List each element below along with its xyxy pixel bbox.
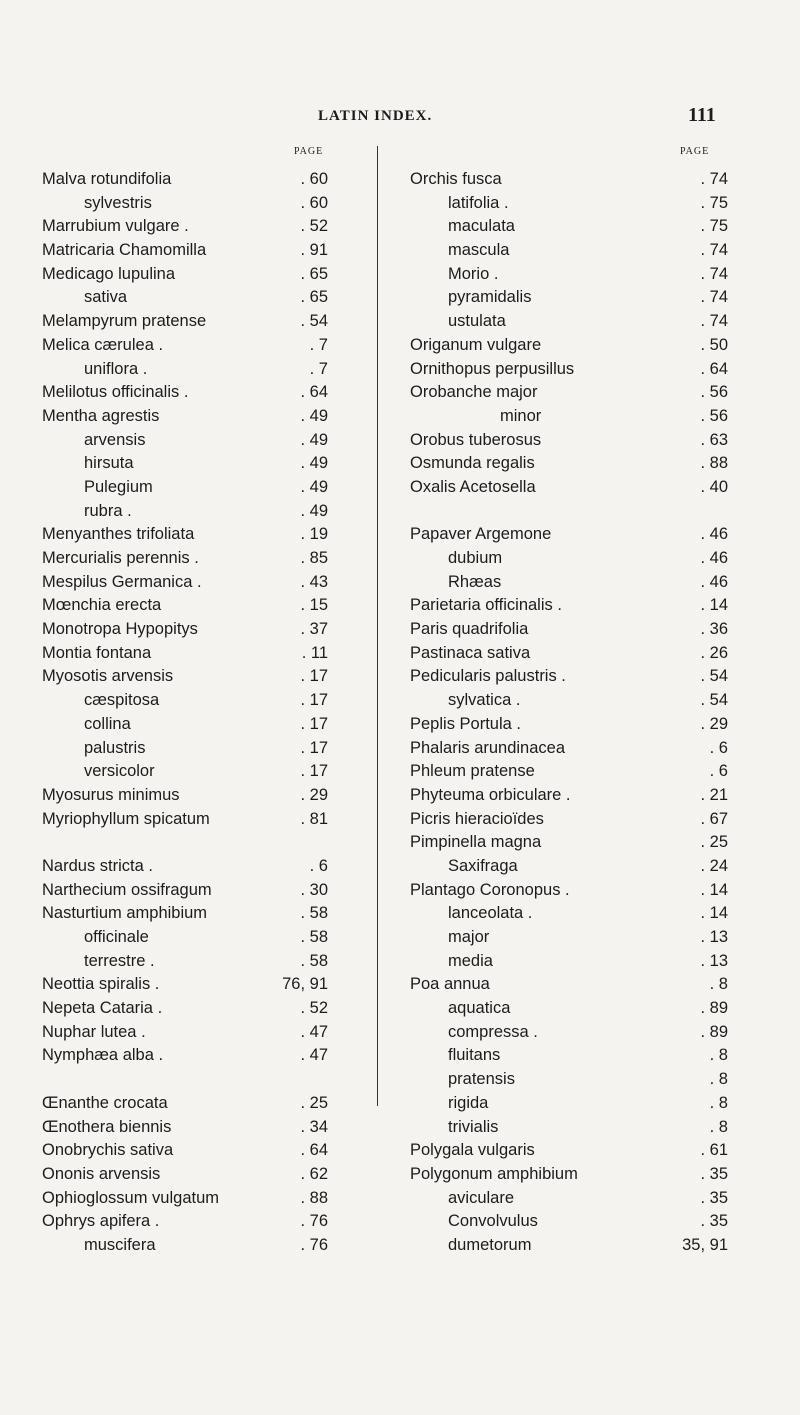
- index-entry: [410, 713, 740, 737]
- index-entry: [410, 1092, 740, 1116]
- index-entry: [410, 831, 740, 855]
- entry-page: . 14: [700, 904, 728, 923]
- entry-page: . 62: [300, 1164, 328, 1183]
- index-entry: [410, 1068, 740, 1092]
- running-title: LATIN INDEX.: [318, 108, 433, 124]
- entry-page: . 30: [300, 880, 328, 899]
- entry-page: . 56: [700, 383, 728, 402]
- index-entry: [42, 192, 372, 216]
- entry-page: . 35: [700, 1212, 728, 1231]
- entry-name: aviculare: [448, 1188, 515, 1207]
- entry-page: . 13: [700, 928, 728, 946]
- index-entry: [42, 1139, 372, 1163]
- entry-name: fluitans: [448, 1046, 501, 1065]
- entry-name: Phyteuma orbiculare .: [410, 785, 571, 804]
- index-entry: [410, 286, 740, 310]
- index-entry: [410, 381, 740, 405]
- entry-page: . 60: [300, 170, 328, 188]
- index-entry: [42, 1021, 372, 1045]
- entry-name: collina: [84, 714, 131, 733]
- entry-page: . 74: [700, 241, 728, 260]
- entry-page: . 8: [709, 1117, 728, 1136]
- entry-page: . 75: [700, 217, 728, 236]
- entry-page: . 89: [700, 1022, 728, 1041]
- entry-name: officinale: [84, 928, 149, 946]
- entry-page: . 6: [709, 738, 728, 757]
- index-column-right: [410, 146, 740, 1258]
- entry-page: . 74: [700, 288, 728, 307]
- entry-page: . 29: [300, 785, 328, 804]
- entry-page: . 17: [300, 714, 328, 733]
- entry-name: Monotropa Hypopitys: [42, 620, 198, 639]
- entry-page: . 11: [301, 643, 328, 662]
- entry-page: . 85: [300, 549, 328, 567]
- entry-page: . 74: [700, 312, 728, 331]
- index-entry: [42, 713, 372, 737]
- index-entry: [410, 1116, 740, 1140]
- entry-name: Ophrys apifera .: [42, 1212, 160, 1231]
- index-entry: [42, 168, 372, 192]
- entry-name: sativa: [84, 288, 128, 307]
- entry-name: Orchis fusca: [410, 170, 502, 188]
- entry-name: hirsuta: [84, 454, 134, 473]
- entry-name: Myosotis arvensis: [42, 667, 174, 686]
- index-entry: [410, 358, 740, 382]
- entry-name: Neottia spiralis .: [42, 975, 160, 994]
- entry-name: Saxifraga: [448, 856, 518, 875]
- index-entry: [42, 1187, 372, 1211]
- entry-page: 35, 91: [682, 1235, 728, 1254]
- index-entry: [410, 642, 740, 666]
- entry-name: mascula: [448, 241, 510, 260]
- index-entry: [42, 997, 372, 1021]
- entry-name: dubium: [448, 549, 503, 567]
- page-label: PAGE: [294, 146, 324, 157]
- entry-page: . 58: [300, 951, 328, 970]
- index-entry: [42, 571, 372, 595]
- entry-page: . 40: [700, 477, 728, 496]
- entry-page: . 63: [700, 430, 728, 449]
- entry-page: . 25: [700, 833, 728, 852]
- entry-page: . 47: [300, 1022, 328, 1041]
- entry-name: Orobus tuberosus: [410, 430, 542, 449]
- index-entry: [42, 594, 372, 618]
- index-entry: [42, 381, 372, 405]
- entry-page: . 25: [300, 1093, 328, 1112]
- entry-page: . 91: [300, 241, 328, 260]
- index-entry: [410, 737, 740, 761]
- index-entry: [410, 784, 740, 808]
- entry-page: . 49: [300, 406, 328, 425]
- entry-page: . 65: [300, 264, 328, 283]
- entry-page: . 81: [300, 809, 328, 828]
- entry-name: Myriophyllum spicatum: [42, 809, 210, 828]
- entry-name: aquatica: [448, 999, 511, 1018]
- entry-name: Mentha agrestis: [42, 406, 160, 425]
- index-entry: [410, 523, 740, 547]
- page-label: PAGE: [680, 146, 710, 157]
- entry-page: . 50: [700, 335, 728, 354]
- entry-name: Mercurialis perennis .: [42, 549, 199, 567]
- entry-name: Menyanthes trifoliata: [42, 525, 195, 544]
- index-entry: [410, 429, 740, 453]
- entry-name: Nepeta Cataria .: [42, 999, 163, 1018]
- entry-page: . 17: [300, 762, 328, 781]
- index-entry: [42, 855, 372, 879]
- index-entry: [410, 808, 740, 832]
- index-entry: [42, 737, 372, 761]
- entry-name: pyramidalis: [448, 288, 532, 307]
- entry-name: Melampyrum pratense: [42, 312, 207, 331]
- index-entry: [42, 310, 372, 334]
- entry-name: Phleum pratense: [410, 762, 535, 781]
- entry-name: Narthecium ossifragum: [42, 880, 212, 899]
- entry-name: Melica cærulea .: [42, 335, 164, 354]
- entry-name: Plantago Coronopus .: [410, 880, 570, 899]
- index-entry: [410, 879, 740, 903]
- entry-name: uniflora .: [84, 359, 148, 378]
- index-entry: [42, 405, 372, 429]
- entry-page: . 8: [709, 1046, 728, 1065]
- entry-name: Œnothera biennis: [42, 1117, 172, 1136]
- index-entry: [410, 594, 740, 618]
- entry-name: palustris: [84, 738, 146, 757]
- index-entry: [410, 239, 740, 263]
- index-entry: [42, 689, 372, 713]
- entry-page: . 7: [309, 335, 328, 354]
- entry-name: Pastinaca sativa: [410, 643, 531, 662]
- entry-name: Papaver Argemone: [410, 525, 552, 544]
- index-entry: [410, 215, 740, 239]
- index-entry: [42, 902, 372, 926]
- index-entry: [42, 215, 372, 239]
- index-entry: [410, 452, 740, 476]
- index-entry: [410, 476, 740, 500]
- entry-page: . 17: [300, 738, 328, 757]
- entry-page: . 58: [300, 904, 328, 923]
- entry-page: . 52: [300, 999, 328, 1018]
- entry-name: Onobrychis sativa: [42, 1141, 174, 1160]
- index-entry: [42, 263, 372, 287]
- entry-page: . 58: [300, 928, 328, 946]
- entry-name: muscifera: [84, 1235, 156, 1254]
- index-entry: [410, 263, 740, 287]
- entry-name: dumetorum: [448, 1235, 532, 1254]
- entry-page: . 29: [700, 714, 728, 733]
- entry-name: Melilotus officinalis .: [42, 383, 189, 402]
- index-entry: [410, 855, 740, 879]
- entry-name: Medicago lupulina: [42, 264, 176, 283]
- entry-page: . 14: [700, 880, 728, 899]
- index-entry: [42, 642, 372, 666]
- entry-name: Phalaris arundinacea: [410, 738, 566, 757]
- entry-page: . 26: [700, 643, 728, 662]
- entry-page: . 6: [709, 762, 728, 781]
- entry-name: lanceolata .: [448, 904, 533, 923]
- index-entry: [410, 334, 740, 358]
- entry-page: . 88: [700, 454, 728, 473]
- entry-page: . 15: [300, 596, 328, 615]
- entry-name: Peplis Portula .: [410, 714, 521, 733]
- index-entry: [410, 1210, 740, 1234]
- index-entry: [410, 950, 740, 974]
- index-entry: [42, 429, 372, 453]
- entry-name: Pedicularis palustris .: [410, 667, 566, 686]
- entry-page: . 37: [300, 620, 328, 639]
- index-entry: [410, 310, 740, 334]
- index-entry: [42, 1044, 372, 1068]
- entry-list: [42, 168, 372, 1258]
- index-entry: [42, 808, 372, 832]
- entry-name: Malva rotundifolia: [42, 170, 172, 188]
- index-entry: [42, 950, 372, 974]
- entry-name: Nardus stricta .: [42, 856, 153, 875]
- index-entry: [42, 1092, 372, 1116]
- entry-name: ustulata: [448, 312, 506, 331]
- entry-page: . 49: [300, 501, 328, 520]
- entry-name: major: [448, 928, 490, 946]
- index-entry: [42, 665, 372, 689]
- entry-name: Oxalis Acetosella: [410, 477, 536, 496]
- entry-page: . 54: [700, 667, 728, 686]
- index-entry: [410, 547, 740, 571]
- entry-page: . 17: [300, 691, 328, 710]
- index-entry: [410, 618, 740, 642]
- index-entry: [410, 1044, 740, 1068]
- entry-page: . 35: [700, 1188, 728, 1207]
- entry-name: Polygonum amphibium: [410, 1164, 578, 1183]
- index-entry: [42, 500, 372, 524]
- index-entry: [410, 1021, 740, 1045]
- entry-page: . 67: [700, 809, 728, 828]
- entry-page: . 64: [700, 359, 728, 378]
- index-entry: [410, 1139, 740, 1163]
- entry-page: . 24: [700, 856, 728, 875]
- index-entry: [42, 547, 372, 571]
- entry-page: . 14: [700, 596, 728, 615]
- index-entry: [410, 1234, 740, 1258]
- entry-page: . 46: [700, 549, 728, 567]
- entry-name: Pimpinella magna: [410, 833, 542, 852]
- entry-name: sylvatica .: [448, 691, 521, 710]
- index-entry: [410, 973, 740, 997]
- entry-name: versicolor: [84, 762, 155, 781]
- entry-page: . 54: [700, 691, 728, 710]
- entry-name: terrestre .: [84, 951, 155, 970]
- entry-page: . 36: [700, 620, 728, 639]
- entry-page: . 89: [700, 999, 728, 1018]
- entry-name: Œnanthe crocata: [42, 1093, 168, 1112]
- page-header: [0, 104, 800, 138]
- entry-page: . 13: [700, 951, 728, 970]
- index-entry: [42, 831, 372, 855]
- index-entry: [42, 286, 372, 310]
- index-entry: [42, 239, 372, 263]
- entry-name: Nuphar lutea .: [42, 1022, 146, 1041]
- entry-page: . 46: [700, 572, 728, 591]
- entry-name: latifolia .: [448, 193, 509, 212]
- entry-page: . 43: [300, 572, 328, 591]
- entry-name: Origanum vulgare: [410, 335, 542, 354]
- entry-name: Polygala vulgaris: [410, 1141, 535, 1160]
- index-entry: [42, 1210, 372, 1234]
- entry-page: . 74: [700, 264, 728, 283]
- entry-page: . 8: [709, 1093, 728, 1112]
- index-entry: [410, 571, 740, 595]
- entry-page: . 65: [300, 288, 328, 307]
- entry-page: . 47: [300, 1046, 328, 1065]
- entry-name: Myosurus minimus: [42, 785, 180, 804]
- entry-name: arvensis: [84, 430, 146, 449]
- entry-page: . 8: [709, 975, 728, 994]
- entry-name: Mœnchia erecta: [42, 596, 162, 615]
- entry-page: . 49: [300, 454, 328, 473]
- index-entry: [410, 926, 740, 950]
- entry-name: sylvestris: [84, 193, 152, 212]
- entry-name: Paris quadrifolia: [410, 620, 529, 639]
- entry-page: . 76: [300, 1235, 328, 1254]
- index-column-left: [42, 146, 372, 1258]
- entry-page: . 88: [300, 1188, 328, 1207]
- entry-page: . 46: [700, 525, 728, 544]
- index-entry: [42, 523, 372, 547]
- entry-name: Pulegium: [84, 477, 153, 496]
- entry-name: Nasturtium amphibium: [42, 904, 208, 923]
- index-entry: [410, 168, 740, 192]
- entry-name: Poa annua: [410, 975, 490, 994]
- entry-name: trivialis: [448, 1117, 499, 1136]
- index-entry: [410, 1163, 740, 1187]
- entry-page: . 61: [700, 1141, 728, 1160]
- index-entry: [42, 926, 372, 950]
- index-entry: [42, 476, 372, 500]
- entry-name: Rhæas: [448, 572, 502, 591]
- entry-name: minor: [500, 406, 542, 425]
- entry-name: Ophioglossum vulgatum: [42, 1188, 220, 1207]
- entry-name: Mespilus Germanica .: [42, 572, 202, 591]
- entry-name: Montia fontana: [42, 643, 152, 662]
- index-entry: [410, 500, 740, 524]
- entry-page: . 21: [700, 785, 728, 804]
- entry-page: . 49: [300, 430, 328, 449]
- index-entry: [410, 665, 740, 689]
- index-entry: [42, 618, 372, 642]
- entry-name: maculata: [448, 217, 515, 236]
- index-entry: [42, 760, 372, 784]
- entry-page: . 7: [309, 359, 328, 378]
- index-entry: [410, 902, 740, 926]
- page-number: 111: [688, 104, 716, 126]
- index-entry: [42, 973, 372, 997]
- entry-name: pratensis: [448, 1070, 515, 1089]
- entry-page: . 34: [300, 1117, 328, 1136]
- entry-page: . 56: [700, 406, 728, 425]
- entry-page: . 6: [309, 856, 328, 875]
- entry-name: media: [448, 951, 493, 970]
- index-entry: [410, 997, 740, 1021]
- entry-name: Orobanche major: [410, 383, 538, 402]
- index-entry: [42, 1068, 372, 1092]
- index-entry: [410, 760, 740, 784]
- column-header: [42, 146, 372, 168]
- entry-name: cæspitosa: [84, 691, 160, 710]
- entry-page: . 49: [300, 477, 328, 496]
- entry-page: . 8: [709, 1070, 728, 1089]
- index-entry: [42, 1163, 372, 1187]
- entry-name: Matricaria Chamomilla: [42, 241, 207, 260]
- index-entry: [42, 879, 372, 903]
- index-entry: [42, 1116, 372, 1140]
- entry-page: . 17: [300, 667, 328, 686]
- entry-name: Nymphæa alba .: [42, 1046, 164, 1065]
- entry-page: 76, 91: [282, 975, 328, 994]
- entry-name: compressa .: [448, 1022, 538, 1041]
- entry-name: rubra .: [84, 501, 132, 520]
- entry-page: . 19: [300, 525, 328, 544]
- entry-name: Marrubium vulgare .: [42, 217, 189, 236]
- entry-page: . 74: [700, 170, 728, 188]
- entry-page: . 64: [300, 383, 328, 402]
- column-divider: [377, 146, 378, 1106]
- entry-name: Ornithopus perpusillus: [410, 359, 575, 378]
- index-entry: [410, 192, 740, 216]
- entry-name: Picris hieracioïdes: [410, 809, 544, 828]
- entry-name: Ononis arvensis: [42, 1164, 161, 1183]
- entry-name: rigida: [448, 1093, 489, 1112]
- entry-page: . 52: [300, 217, 328, 236]
- index-entry: [410, 689, 740, 713]
- index-entry: [42, 358, 372, 382]
- entry-list: [410, 168, 740, 1258]
- entry-page: . 35: [700, 1164, 728, 1183]
- entry-page: . 60: [300, 193, 328, 212]
- index-entry: [42, 784, 372, 808]
- index-entry: [410, 1187, 740, 1211]
- entry-page: . 54: [300, 312, 328, 331]
- entry-page: . 76: [300, 1212, 328, 1231]
- column-header: [410, 146, 740, 168]
- entry-page: . 75: [700, 193, 728, 212]
- entry-page: . 64: [300, 1141, 328, 1160]
- index-entry: [42, 452, 372, 476]
- index-entry: [410, 405, 740, 429]
- index-entry: [42, 1234, 372, 1258]
- entry-name: Convolvulus: [448, 1212, 538, 1231]
- index-entry: [42, 334, 372, 358]
- entry-name: Osmunda regalis: [410, 454, 535, 473]
- entry-name: Parietaria officinalis .: [410, 596, 562, 615]
- entry-name: Morio .: [448, 264, 499, 283]
